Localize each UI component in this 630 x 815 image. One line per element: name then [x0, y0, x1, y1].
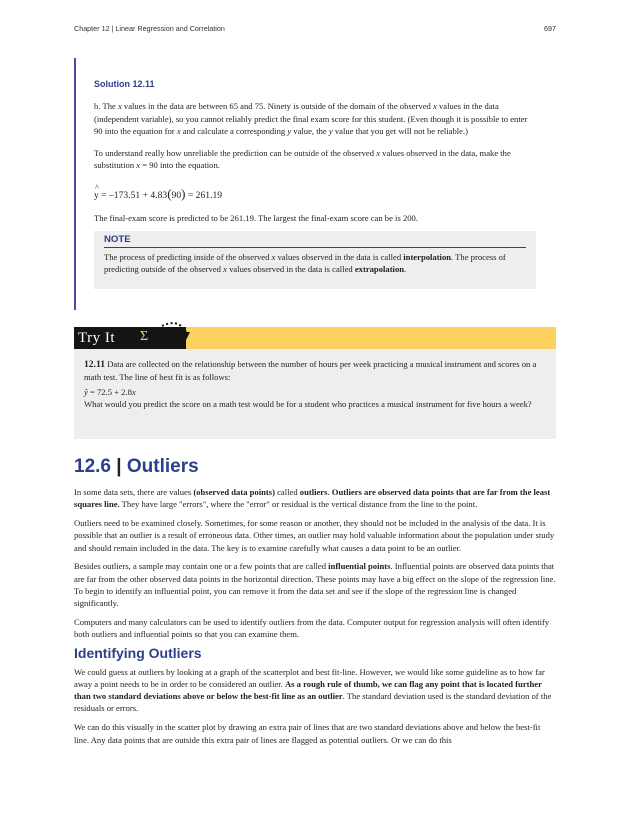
paragraph-computer-output: Computers and many calculators can be used to identify outliers from the data. Computer output for regression analysis will often identify both outliers and influential points so that you can examine them. — [74, 617, 550, 640]
paragraph-outliers-examine: Outliers need to be examined closely. Sometimes, for some reason or another, they should not be included in the analysis of the data. It is possible that an outlier is a result of erroneous data. Other times, an outlier may hold valuable information about the population under study and should remain included in the data. The key is to examine carefully what causes a data point to be an outlier. — [74, 518, 555, 553]
running-header — [74, 24, 556, 36]
solution-paragraph-2: To understand really how unreliable the prediction can be outside of the observed x values observed in the data, make the substitution x = 90 into the equation. — [94, 148, 511, 171]
paragraph-visual-method: We can do this visually in the scatter plot by drawing an extra pair of lines that are two standard deviations above and below the best-fit line. Any data points that are outside this extra pair of lines are flagged as potential outliers. Or we can do this — [74, 722, 541, 745]
solution-block — [94, 78, 538, 234]
subheading-identifying-outliers: Identifying Outliers — [74, 645, 202, 662]
section-body — [74, 486, 556, 752]
solution-title: Solution 12.11 — [94, 79, 155, 89]
try-it-label: Try It — [74, 327, 186, 349]
note-body: The process of predicting inside of the observed x values observed in the data is called interpolation. The process of predicting outside of the observed x values observed in the data is called extrapolation. — [104, 252, 506, 275]
section-title: 12.6 | Outliers — [74, 456, 199, 477]
note-divider — [104, 247, 526, 248]
try-it-equation: ŷ = 72.5 + 2.8x — [84, 386, 136, 397]
solution-side-bar — [74, 58, 76, 310]
solution-paragraph-3: The final-exam score is predicted to be 261.19. The largest the final-exam score can be is 200. — [94, 213, 418, 224]
paragraph-influential-points: Besides outliers, a sample may contain one or a few points that are called influential points. Influential points are observed data points that are far from the other observed data points in the horizontal direction. These points may have a big effect on the slope of the regression line. To begin to identify an influential point, you can remove it from the data set and see if the slope of the regression line is changed significantly. — [74, 561, 556, 609]
try-it-number: 12.11 — [84, 359, 106, 370]
y-hat: ^ y — [94, 190, 99, 202]
page-number: 697 — [544, 24, 556, 33]
try-it-content — [84, 358, 546, 411]
try-it-question: What would you predict the score on a math test would be for a student who practices a musical instrument for five hours a week? — [84, 399, 532, 410]
sigma-icon: Σ — [140, 329, 149, 344]
paragraph-rule-of-thumb: We could guess at outliers by looking at a graph of the scatterplot and best fit-line. However, we would like some guideline as to how far away a point needs to be in order to be considered an outlier. As a rough rule of thumb, we can flag any point that is located further than two standard deviations above or below the best-fit line as an outlier. The standard deviation used is the standard deviation of the residuals or errors. — [74, 666, 552, 714]
note-box — [94, 231, 536, 289]
dotted-arrow-icon — [160, 318, 194, 346]
chapter-title: Chapter 12 | Linear Regression and Correlation — [74, 24, 225, 33]
prediction-equation: ^ y = –173.51 + 4.83(90) = 261.19 — [94, 182, 538, 202]
paragraph-outliers-intro: In some data sets, there are values (observed data points) called outliers. Outliers are observed data points that are far from the least squares line. They have large "errors", where the "error" or residual is the vertical distance from the line to the point. — [74, 487, 551, 510]
try-it-intro: 12.11 Data are collected on the relationship between the number of hours per week practicing a musical instrument and scores on a math test. The line of best fit is as follows: — [84, 359, 537, 383]
note-title: NOTE — [104, 234, 131, 245]
solution-paragraph-1: b. The x values in the data are between 65 and 75. Ninety is outside of the domain of the observed x values in the data (independent variable), so you cannot reliably predict the final exam score for this student. (Even though it is possible to enter 90 into the equation for x and calculate a corresponding y value, the y value that you get will not be reliable.) — [94, 101, 528, 136]
